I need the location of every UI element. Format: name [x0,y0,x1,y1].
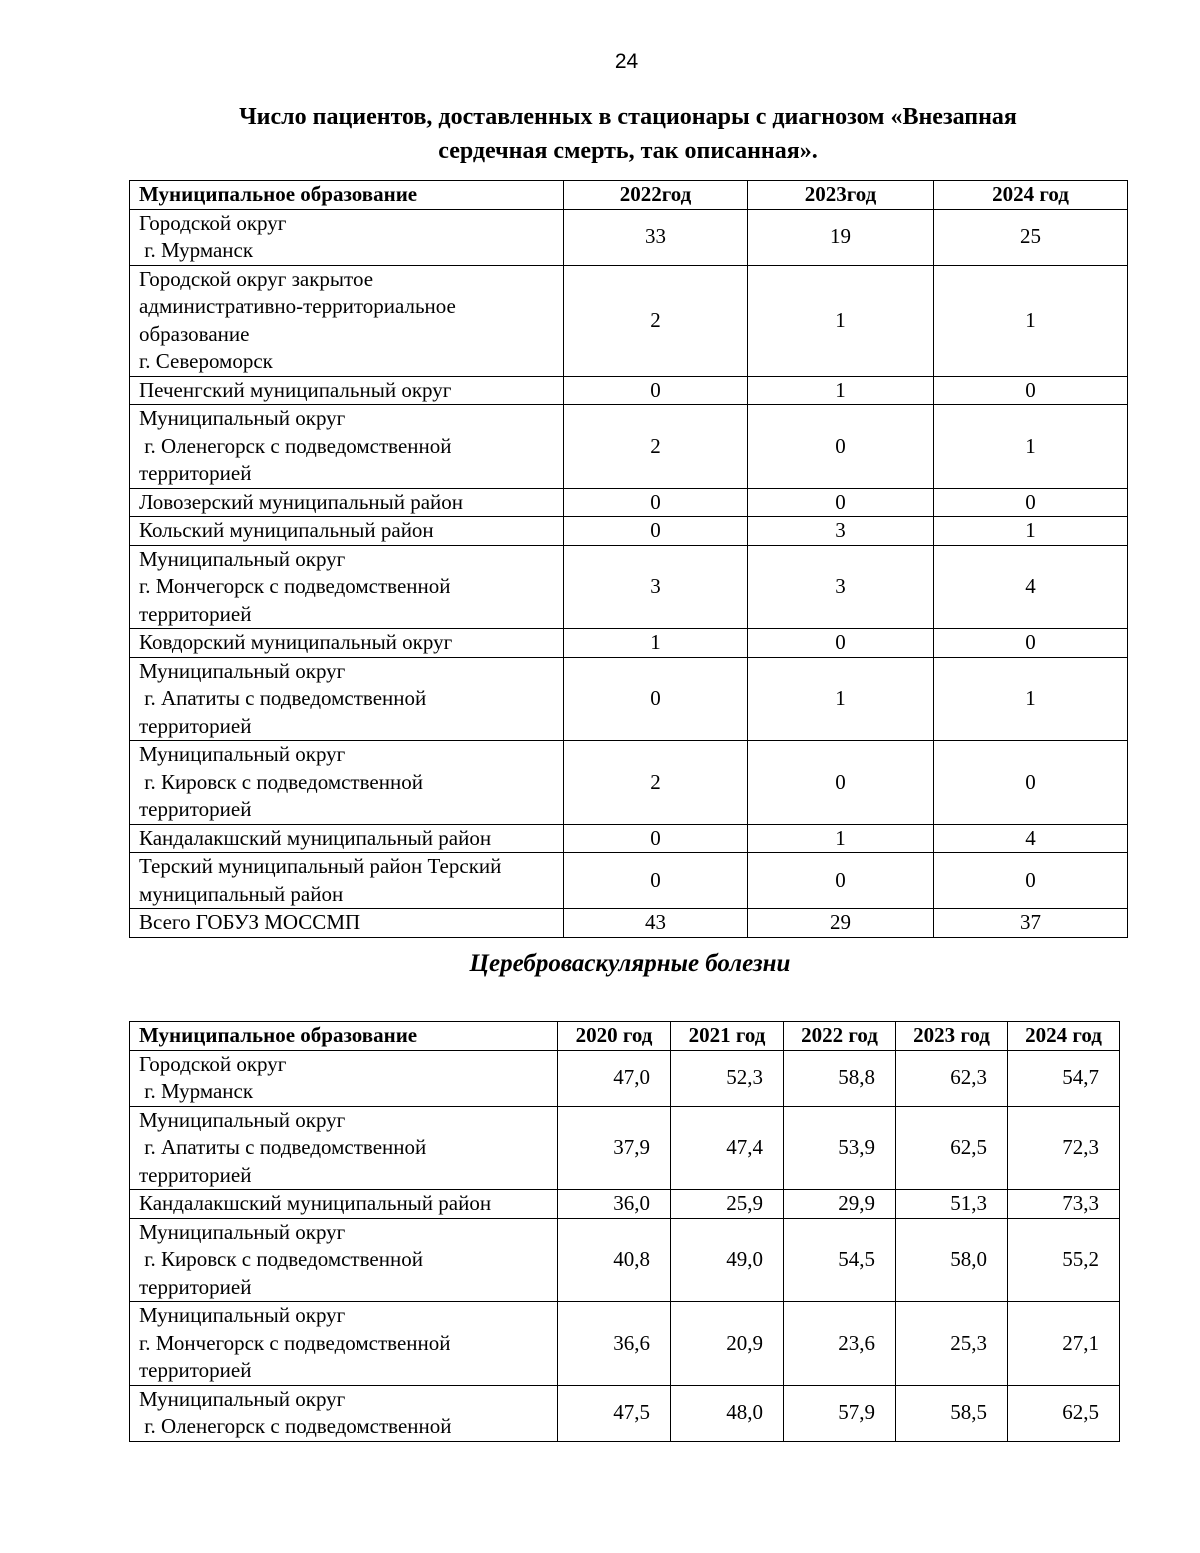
value-cell: 3 [748,517,934,546]
column-header: 2023год [748,181,934,210]
value-cell: 47,5 [558,1385,671,1441]
value-cell: 36,6 [558,1302,671,1386]
municipality-name-line: Городской округ [139,210,287,235]
municipality-name-line: г. Кировск с подведомственной [139,769,423,794]
value-cell: 3 [748,545,934,629]
table-row [130,1218,1120,1302]
municipality-name-line: территорией [139,601,252,626]
column-header: 2022 год [784,1022,896,1051]
table-row [130,1302,1120,1386]
table-row [130,1050,1120,1106]
value-cell: 1 [748,824,934,853]
municipality-cell [130,629,564,658]
value-cell: 0 [748,405,934,489]
value-cell: 51,3 [896,1190,1008,1219]
municipality-name-line: Печенгский муниципальный округ [139,377,452,402]
municipality-name-line: г. Апатиты с подведомственной [139,1135,427,1159]
municipality-name-line: Всего ГОБУЗ МОССМП [139,910,361,934]
municipality-cell [130,909,564,938]
municipality-name-line: Муниципальный округ [139,546,346,571]
municipality-name-line: территорией [139,1358,252,1382]
table-row [130,1385,1120,1441]
value-cell: 33 [564,209,748,265]
municipality-name-line: муниципальный район [139,881,344,906]
municipality-name-line: Городской округ закрытое [139,266,374,291]
column-header: 2022год [564,181,748,210]
table-row [130,209,1128,265]
column-header: Муниципальное образование [130,181,564,210]
municipality-cell [130,265,564,376]
value-cell: 1 [748,376,934,405]
value-cell: 53,9 [784,1106,896,1190]
municipality-cell [130,824,564,853]
municipality-name-line: г. Оленегорск с подведомственной [139,1414,452,1438]
municipality-cell [130,1218,558,1302]
table-row [130,1190,1120,1219]
value-cell: 1 [934,657,1128,741]
municipality-name-line: г. Кировск с подведомственной [139,1247,423,1271]
municipality-cell [130,657,564,741]
value-cell: 2 [564,265,748,376]
value-cell: 48,0 [671,1385,784,1441]
value-cell: 1 [934,405,1128,489]
value-cell: 0 [934,741,1128,825]
municipality-name-line: территорией [139,713,252,738]
municipality-name-line: территорией [139,1162,252,1187]
value-cell: 57,9 [784,1385,896,1441]
value-cell: 25,9 [671,1190,784,1219]
municipality-name-line: Муниципальный округ [139,742,346,766]
municipality-name-line: Муниципальный округ [139,406,346,430]
table-row [130,405,1128,489]
municipality-cell [130,741,564,825]
table-row [130,657,1128,741]
table-row [130,376,1128,405]
value-cell: 37,9 [558,1106,671,1190]
municipality-name-line: Терский муниципальный район Терский [139,854,502,878]
table-row [130,853,1128,909]
value-cell: 0 [748,741,934,825]
municipality-cell [130,488,564,517]
value-cell: 72,3 [1008,1106,1120,1190]
table-row [130,824,1128,853]
municipality-cell [130,376,564,405]
value-cell: 47,0 [558,1050,671,1106]
value-cell: 0 [564,824,748,853]
municipality-name-line: г. Мончегорск с подведомственной [139,1330,451,1355]
column-header: 2021 год [671,1022,784,1051]
value-cell: 0 [748,853,934,909]
value-cell: 0 [748,629,934,658]
value-cell: 29 [748,909,934,938]
municipality-name-line: административно-территориальное [139,294,456,318]
value-cell: 54,5 [784,1218,896,1302]
value-cell: 58,5 [896,1385,1008,1441]
value-cell: 0 [564,853,748,909]
value-cell: 0 [748,488,934,517]
municipality-name-line: Городской округ [139,1051,287,1076]
section1-title [130,100,1126,168]
municipality-name-line: г. Мурманск [139,1079,254,1103]
municipality-cell [130,1050,558,1106]
value-cell: 4 [934,545,1128,629]
value-cell: 3 [564,545,748,629]
municipality-cell [130,1302,558,1386]
municipality-name-line: Муниципальный округ [139,1303,346,1327]
value-cell: 0 [934,376,1128,405]
column-header: 2024 год [934,181,1128,210]
column-header: 2020 год [558,1022,671,1051]
value-cell: 2 [564,405,748,489]
value-cell: 62,5 [896,1106,1008,1190]
municipality-name-line: Ковдорский муниципальный округ [139,630,453,654]
municipality-name-line: Муниципальный округ [139,1219,346,1244]
municipality-name-line: г. Мурманск [139,238,254,262]
municipality-cell [130,209,564,265]
table-row [130,1106,1120,1190]
sudden-cardiac-death-table [129,180,1128,938]
value-cell: 62,3 [896,1050,1008,1106]
section2-title: Цереброваскулярные болезни [469,950,791,977]
municipality-cell [130,1385,558,1441]
value-cell: 2 [564,741,748,825]
table-row [130,741,1128,825]
value-cell: 25 [934,209,1128,265]
table-row [130,265,1128,376]
column-header: 2024 год [1008,1022,1120,1051]
section1-title-line2: сердечная смерть, так описанная». [438,138,818,164]
value-cell: 0 [564,376,748,405]
municipality-cell [130,405,564,489]
municipality-cell [130,517,564,546]
value-cell: 0 [934,629,1128,658]
value-cell: 1 [748,265,934,376]
value-cell: 62,5 [1008,1385,1120,1441]
value-cell: 36,0 [558,1190,671,1219]
table-header-row [130,1022,1120,1051]
value-cell: 29,9 [784,1190,896,1219]
municipality-name-line: территорией [139,461,252,485]
value-cell: 1 [934,517,1128,546]
municipality-cell [130,853,564,909]
table-row [130,909,1128,938]
municipality-name-line: территорией [139,797,252,821]
page-number: 24 [614,50,639,73]
value-cell: 1 [934,265,1128,376]
value-cell: 73,3 [1008,1190,1120,1219]
municipality-name-line: Кандалакшский муниципальный район [139,1191,492,1215]
municipality-cell [130,1106,558,1190]
value-cell: 43 [564,909,748,938]
municipality-name-line: Муниципальный округ [139,1107,346,1132]
section1-title-line1: Число пациентов, доставленных в стационары с диагнозом «Внезапная [239,104,1017,130]
value-cell: 55,2 [1008,1218,1120,1302]
value-cell: 1 [564,629,748,658]
cerebrovascular-table [129,1021,1120,1442]
municipality-name-line: Муниципальный округ [139,1386,346,1411]
value-cell: 23,6 [784,1302,896,1386]
value-cell: 27,1 [1008,1302,1120,1386]
municipality-name-line: Ловозерский муниципальный район [139,489,464,514]
value-cell: 52,3 [671,1050,784,1106]
value-cell: 20,9 [671,1302,784,1386]
table-header-row [130,181,1128,210]
municipality-name-line: Кандалакшский муниципальный район [139,825,492,850]
value-cell: 49,0 [671,1218,784,1302]
municipality-name-line: г. Мончегорск с подведомственной [139,574,451,598]
value-cell: 58,8 [784,1050,896,1106]
value-cell: 4 [934,824,1128,853]
value-cell: 40,8 [558,1218,671,1302]
table-row [130,488,1128,517]
value-cell: 0 [934,853,1128,909]
municipality-name-line: образование [139,321,250,346]
municipality-name-line: г. Оленегорск с подведомственной [139,433,452,458]
table-row [130,517,1128,546]
municipality-cell [130,1190,558,1219]
value-cell: 19 [748,209,934,265]
value-cell: 0 [564,657,748,741]
municipality-name-line: Муниципальный округ [139,658,346,683]
value-cell: 0 [934,488,1128,517]
value-cell: 0 [564,488,748,517]
municipality-name-line: территорией [139,1274,252,1299]
municipality-name-line: Кольский муниципальный район [139,518,434,542]
value-cell: 54,7 [1008,1050,1120,1106]
table-row [130,545,1128,629]
column-header: Муниципальное образование [130,1022,558,1051]
value-cell: 0 [564,517,748,546]
value-cell: 37 [934,909,1128,938]
value-cell: 25,3 [896,1302,1008,1386]
column-header: 2023 год [896,1022,1008,1051]
value-cell: 1 [748,657,934,741]
municipality-name-line: г. Североморск [139,349,273,373]
municipality-name-line: г. Апатиты с подведомственной [139,686,427,710]
value-cell: 47,4 [671,1106,784,1190]
table-row [130,629,1128,658]
value-cell: 58,0 [896,1218,1008,1302]
municipality-cell [130,545,564,629]
